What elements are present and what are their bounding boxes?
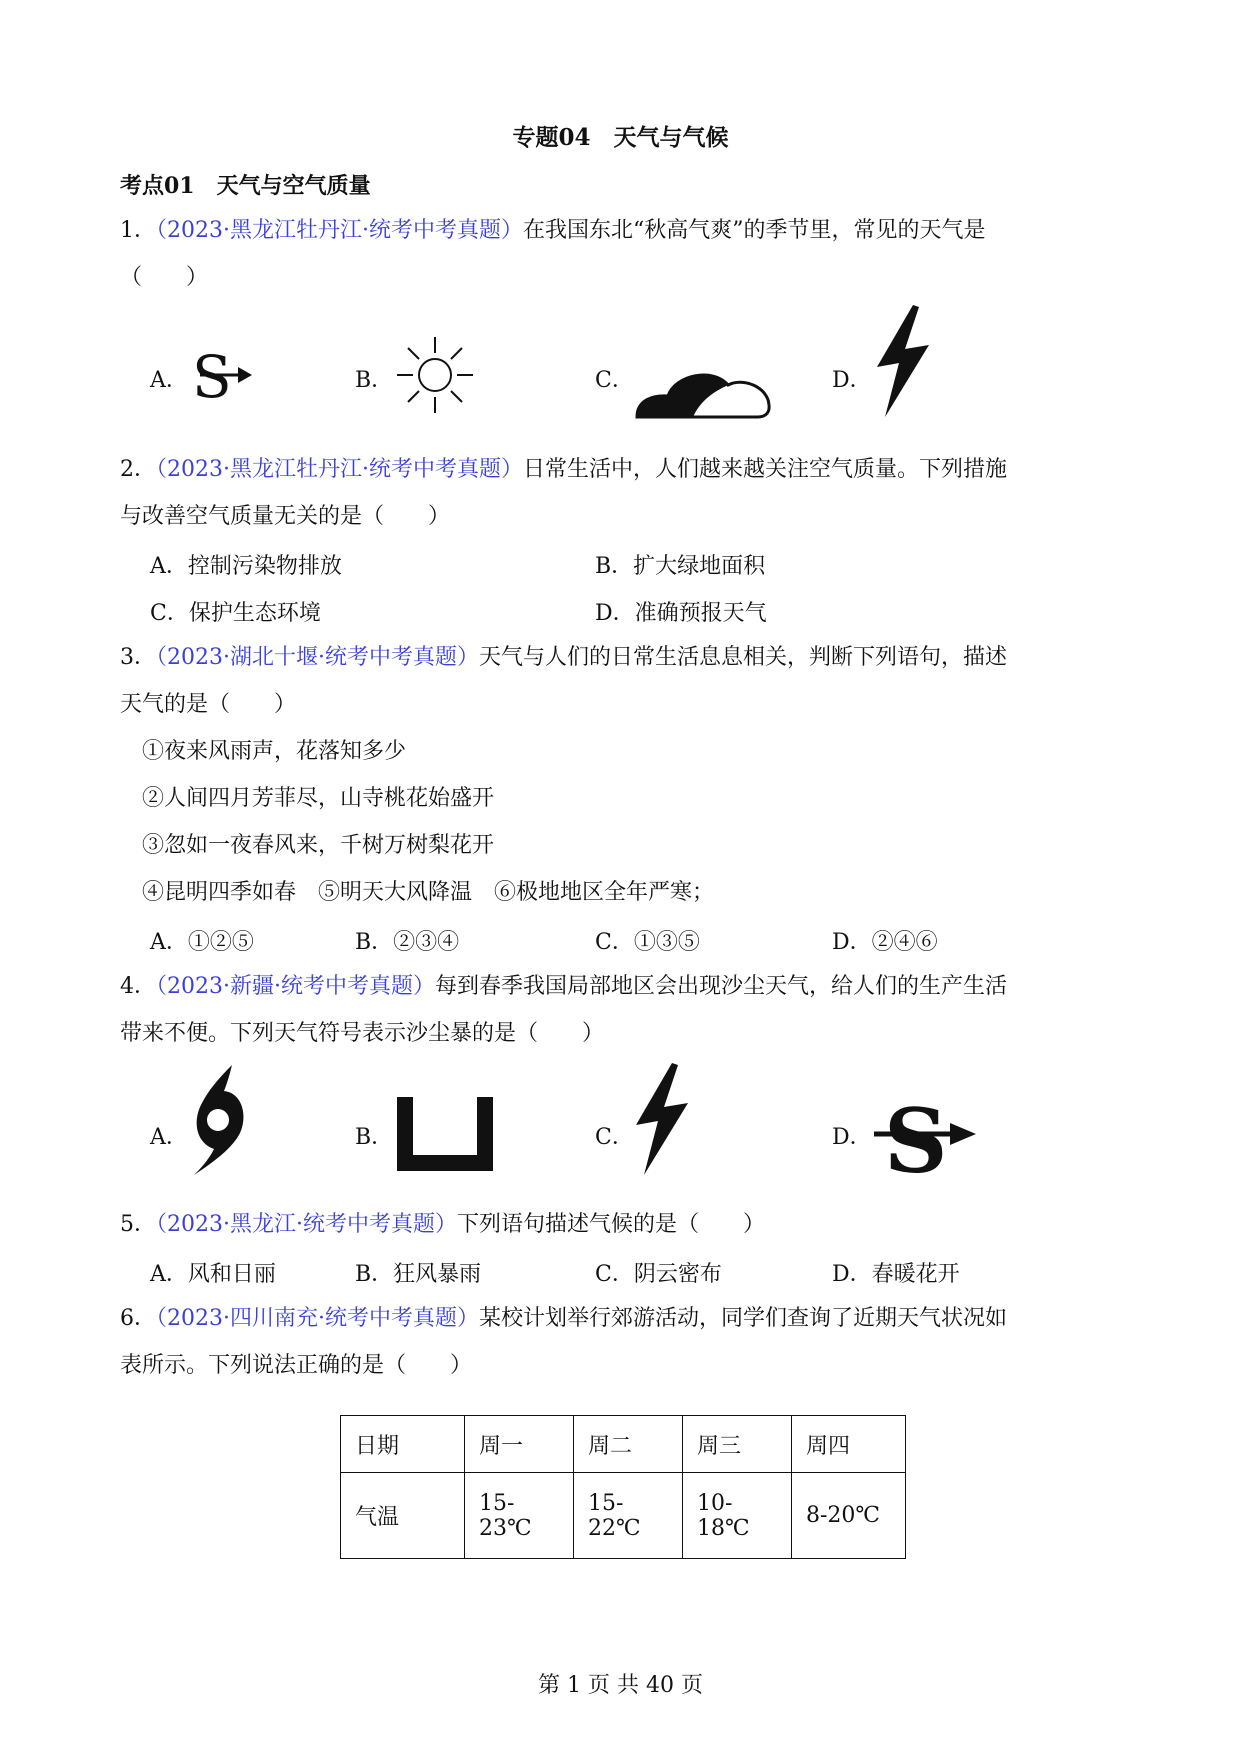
table-header-cell: 日期 [341,1416,465,1473]
temp-low: 10- [697,1490,733,1516]
question-source: （2023·新疆·统考中考真题） [156,974,435,999]
q5-option-d: D．春暖花开 [832,1262,960,1287]
question-text: 天气与人们的日常生活息息相关，判断下列语句，描述 [478,645,1007,670]
question-1-paren: （ ） [120,265,209,290]
table-header-cell: 周二 [574,1416,683,1473]
q3-item-2: ②人间四月芳菲尽，山寺桃花始盛开 [142,786,495,811]
question-number: 1． [120,218,156,243]
q3-option-d: D．②④⑥ [832,930,938,955]
table-header-cell: 周一 [465,1416,574,1473]
question-4 [120,972,1007,1002]
question-text: 在我国东北“秋高气爽”的季节里，常见的天气是 [522,218,986,243]
question-3 [120,643,1007,673]
u-shape-symbol-icon [395,1095,495,1173]
question-number: 4． [120,974,156,999]
q3-option-a: A．①②⑤ [150,930,254,955]
q4-option-c-label: C． [595,1125,634,1150]
table-cell [465,1473,574,1559]
typhoon-icon [188,1063,248,1178]
sandstorm-s-arrow-icon [872,1090,982,1180]
sandstorm-s-arrow-icon [190,345,260,405]
svg-text:S: S [884,1090,948,1180]
q4-option-a-label: A． [150,1125,188,1150]
q2-option-b: B．扩大绿地面积 [595,554,766,579]
question-source: （2023·四川南充·统考中考真题） [156,1306,479,1331]
question-3-line2: 天气的是（ ） [120,692,297,717]
question-6 [120,1304,1007,1334]
q1-option-a-label: A． [150,368,188,393]
table-cell [792,1473,906,1559]
q1-option-c-label: C． [595,368,634,393]
q3-option-c: C．①③⑤ [595,930,700,955]
question-2-line2: 与改善空气质量无关的是（ ） [120,504,451,529]
q5-option-a: A．风和日丽 [150,1262,276,1287]
question-number: 5． [120,1212,156,1237]
temp-range: 8-20℃ [806,1503,881,1528]
q1-option-b-label: B． [355,368,394,393]
q2-option-d: D．准确预报天气 [595,601,767,626]
cloudy-icon [633,355,773,420]
question-6-line2: 表所示。下列说法正确的是（ ） [120,1353,473,1378]
section-heading: 考点01 天气与空气质量 [120,173,371,199]
question-number: 2． [120,457,156,482]
question-text: 日常生活中，人们越来越关注空气质量。下列措施 [522,457,1007,482]
q5-option-c: C．阴云密布 [595,1262,722,1287]
temp-high: 22℃ [588,1515,641,1541]
q3-option-b: B．②③④ [355,930,460,955]
q2-option-c: C．保护生态环境 [150,601,321,626]
question-source: （2023·黑龙江牡丹江·统考中考真题） [156,218,523,243]
q3-item-4: ④昆明四季如春 ⑤明天大风降温 ⑥极地地区全年严寒； [142,880,715,905]
q2-option-a: A．控制污染物排放 [150,554,342,579]
q5-option-b: B．狂风暴雨 [355,1262,482,1287]
question-text: 每到春季我国局部地区会出现沙尘天气，给人们的生产生活 [434,974,1007,999]
temp-low: 15- [479,1490,515,1516]
q4-option-d-label: D． [832,1125,872,1150]
temp-low: 15- [588,1490,624,1516]
question-5 [120,1210,765,1240]
table-header-cell: 周三 [683,1416,792,1473]
table-cell [683,1473,792,1559]
question-number: 3． [120,645,156,670]
table-header-cell: 周四 [792,1416,906,1473]
page-title: 专题04 天气与气候 [512,124,729,151]
temp-high: 23℃ [479,1515,532,1541]
question-text: 下列语句描述气候的是（ ） [456,1212,765,1237]
question-source: （2023·湖北十堰·统考中考真题） [156,645,479,670]
question-source: （2023·黑龙江牡丹江·统考中考真题） [156,457,523,482]
question-1 [120,216,985,246]
svg-text:S: S [192,345,232,405]
temp-high: 18℃ [697,1515,750,1541]
q3-item-3: ③忽如一夜春风来，千树万树梨花开 [142,833,495,858]
question-text: 某校计划举行郊游活动，同学们查询了近期天气状况如 [478,1306,1007,1331]
thunderstorm-icon [632,1063,692,1178]
table-row-label: 气温 [341,1473,465,1559]
table-header-row [341,1416,906,1473]
q3-item-1: ①夜来风雨声，花落知多少 [142,739,407,764]
page-footer: 第 1 页 共 40 页 [538,1673,703,1698]
sunny-icon [395,335,475,415]
thunderstorm-icon [873,305,933,420]
q1-option-d-label: D． [832,368,872,393]
question-number: 6． [120,1306,156,1331]
question-source: （2023·黑龙江·统考中考真题） [156,1212,457,1237]
question-4-line2: 带来不便。下列天气符号表示沙尘暴的是（ ） [120,1021,605,1046]
table-row [341,1473,906,1559]
q4-option-b-label: B． [355,1125,394,1150]
table-cell [574,1473,683,1559]
weather-table [340,1415,906,1559]
question-2 [120,455,1007,485]
